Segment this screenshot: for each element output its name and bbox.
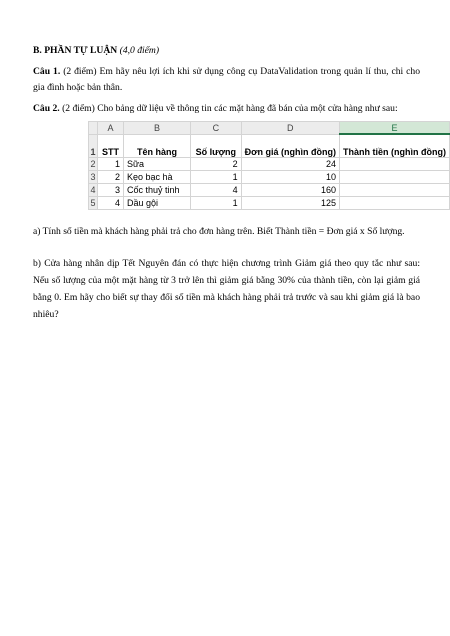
cell-stt: 2 [97,171,123,184]
question-2-text: (2 điểm) Cho bảng dữ liệu về thông tin các mặt hàng đã bán của một cửa hàng như sau: [62,103,398,114]
cell-total [339,158,449,171]
column-header-b: B [123,122,190,135]
table-row [89,158,450,171]
question-1 [33,64,420,96]
column-header-c: C [191,122,242,135]
header-qty: Số lượng [191,134,242,158]
cell-name: Sữa [123,158,190,171]
row-number: 2 [90,159,96,169]
table-header-row [89,134,450,158]
row-number: 3 [90,172,96,182]
question-2 [33,101,420,117]
cell-name: Kẹo bạc hà [123,171,190,184]
column-header-row [89,122,450,135]
cell-price: 10 [241,171,339,184]
header-total: Thành tiền (nghìn đồng) [339,134,449,158]
part-a-text: a) Tính số tiền mà khách hàng phải trả cho đơn hàng trên. Biết Thành tiền = Đơn giá x Số lượng. [33,226,405,237]
question-2-label: Câu 2. [33,103,60,114]
row-number: 5 [90,198,96,208]
cell-price: 160 [241,184,339,197]
cell-price: 24 [241,158,339,171]
header-price: Đơn giá (nghìn đồng) [241,134,339,158]
cell-stt: 4 [97,197,123,210]
table-row [89,171,450,184]
cell-stt: 3 [97,184,123,197]
section-title: B. PHẦN TỰ LUẬN [33,45,118,56]
cell-stt: 1 [97,158,123,171]
cell-qty: 4 [191,184,242,197]
cell-total [339,184,449,197]
cell-name: Cốc thuỷ tinh [123,184,190,197]
cell-qty: 1 [191,171,242,184]
section-heading [33,43,420,59]
header-name: Tên hàng [123,134,190,158]
question-1-label: Câu 1. [33,66,61,77]
cell-qty: 2 [191,158,242,171]
cell-qty: 1 [191,197,242,210]
cell-total [339,197,449,210]
table-row [89,197,450,210]
row-number: 4 [90,185,96,195]
row-number: 1 [89,134,98,158]
cell-price: 125 [241,197,339,210]
question-1-text: (2 điểm) Em hãy nêu lợi ích khi sử dụng công cụ DataValidation trong quản lí thu, chi cho gia đình hoặc bản thân. [33,66,421,93]
cell-total [339,171,449,184]
header-stt: STT [97,134,123,158]
cell-name: Dầu gội [123,197,190,210]
column-header-d: D [241,122,339,135]
column-header-e: E [339,122,449,135]
corner-cell [89,122,98,135]
table-row [89,184,450,197]
section-points: (4,0 điểm) [119,45,160,56]
column-header-a: A [97,122,123,135]
part-b-text: b) Cửa hàng nhân dịp Tết Nguyên đán có thực hiện chương trình Giảm giá theo quy tắc như sau: Nếu số lượng của một mặt hàng từ 3 trở lên thì giảm giá bằng 30% của thành tiền, còn lại giảm giá bằng 0. Em hãy cho biết sự thay đổi số tiền mà khách hàng phải trả trước và sau khi giảm giá là bao nhiêu? [33,258,420,320]
spreadsheet-table [88,121,450,210]
